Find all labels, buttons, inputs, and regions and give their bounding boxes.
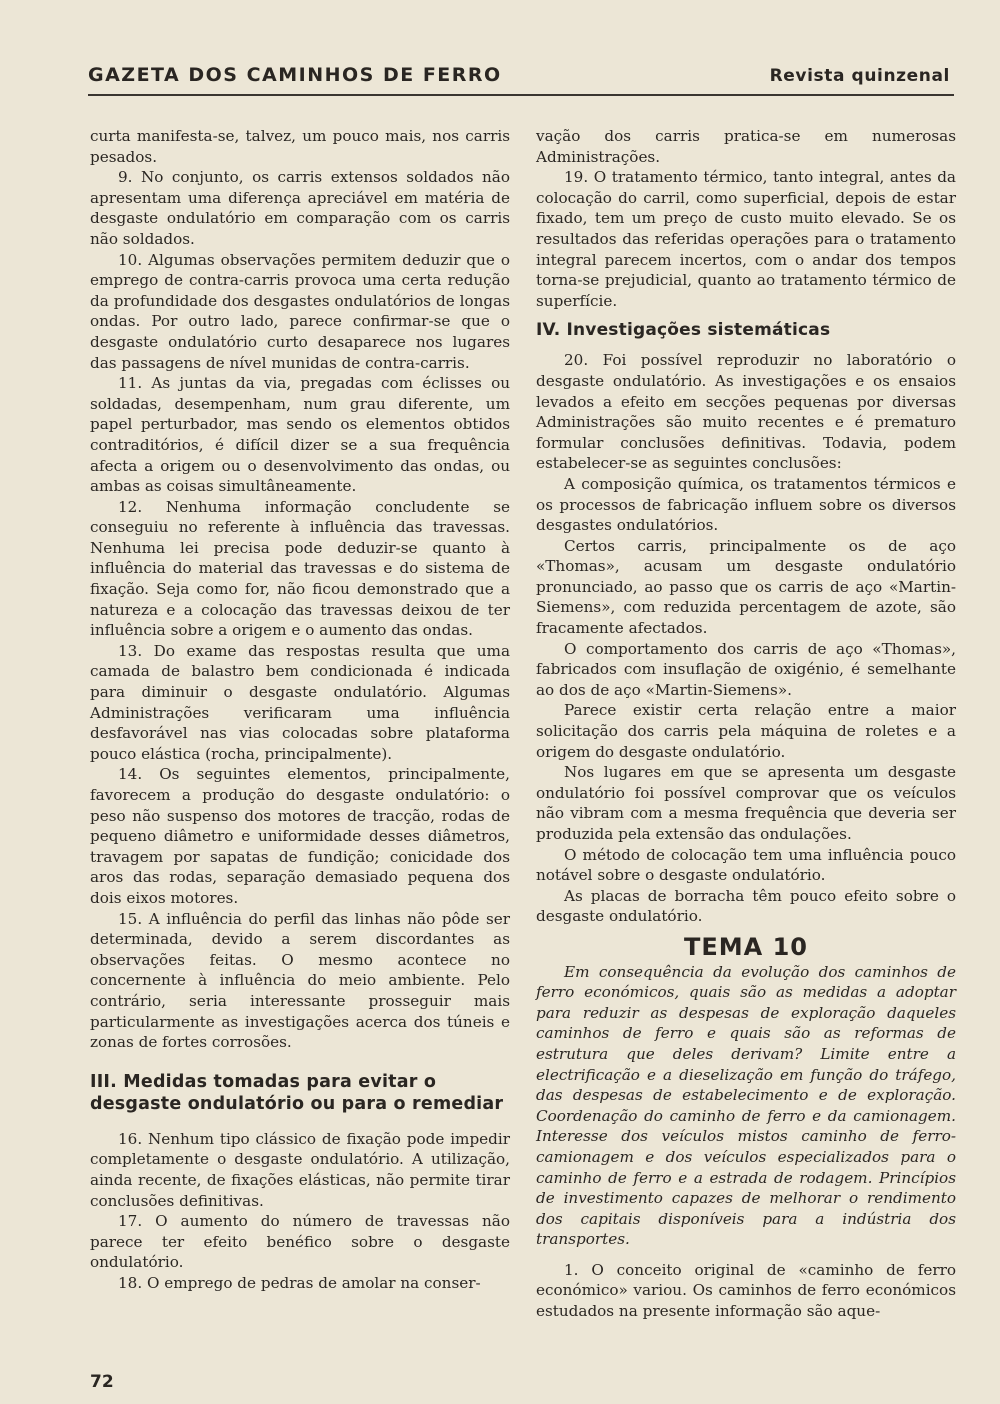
paragraph: 16. Nenhum tipo clássico de fixação pode impedir completamente o desgaste ondulatório. A utilização, ainda recente, de fixações elásticas, não permite tirar conclusões definitivas. <box>90 1129 510 1210</box>
tema-question: Em consequência da evolução dos caminhos de ferro económicos, quais são as medidas a adoptar para reduzir as despesas de exploração daqueles caminhos de ferro e quais são as reformas de estrutura que deles derivam? Limite entre a electrificação e a dieselização em função do tráfego, das despesas de estabelecimento e de exploração. Coordenação do caminho de ferro e da camionagem. Interesse dos veículos mistos caminho de ferro-camionagem e dos veículos especializados para o caminho de ferro e a estrada de rodagem. Princípios de investimento capazes de melhorar o rendimento dos capitais disponíveis para a indústria dos transportes. <box>536 962 956 1249</box>
paragraph: 12. Nenhuma informação concludente se conseguiu no referente à influência das travessas. Nenhuma lei precisa pode deduzir-se quanto à influência do material das travessas e do sistema de fixação. Seja como for, não ficou demonstrado que a natureza e a colocação das travessas deixou de ter influência sobre a origem e o aumento das ondas. <box>90 497 510 640</box>
journal-title: GAZETA DOS CAMINHOS DE FERRO <box>88 64 502 86</box>
paragraph: As placas de borracha têm pouco efeito sobre o desgaste ondulatório. <box>536 886 956 926</box>
paragraph: 18. O emprego de pedras de amolar na conser- <box>118 1273 481 1292</box>
paragraph: 17. O aumento do número de travessas não parece ter efeito benéfico sobre o desgaste ondulatório. <box>90 1212 510 1272</box>
paragraph: curta manifesta-se, talvez, um pouco mais, nos carris pesados. <box>90 127 510 166</box>
paragraph: 11. As juntas da via, pregadas com éclisses ou soldadas, desempenham, num grau diferente, um papel perturbador, mas sendo os elementos obtidos contraditórios, é difícil dizer se a sua frequência afecta a origem ou o desenvolvimento das ondas, ou ambas as coisas simultâneamente. <box>90 374 510 496</box>
paragraph: Certos carris, principalmente os de aço «Thomas», acusam um desgaste ondulatório pronunciado, ao passo que os carris de aço «Martin-Siemens», com reduzida percentagem de azote, são fracamente afectados. <box>536 536 956 638</box>
paragraph: O comportamento dos carris de aço «Thomas», fabricados com insuflação de oxigénio, é semelhante ao dos de aço «Martin-Siemens». <box>536 639 956 699</box>
section-heading-iii: III. Medidas tomadas para evitar o desgaste ondulatório ou para o remediar <box>90 1071 504 1114</box>
paragraph: 1. O conceito original de «caminho de ferro económico» variou. Os caminhos de ferro económicos estudados na presente informação são aque- <box>536 1260 956 1321</box>
paragraph: A composição química, os tratamentos térmicos e os processos de fabricação influem sobre os diversos desgastes ondulatórios. <box>536 474 956 535</box>
paragraph: 15. A influência do perfil das linhas não pôde ser determinada, devido a serem discordantes as observações feitas. O mesmo acontece no concernente à influência do meio ambiente. Pelo contrário, seria interessante prosseguir mais particularmente as investigações acerca dos túneis e zonas de fortes corrosões. <box>90 909 510 1052</box>
right-column <box>536 126 956 1322</box>
paragraph: vação dos carris pratica-se em numerosas Administrações. <box>536 127 956 166</box>
paragraph: 20. Foi possível reproduzir no laboratório o desgaste ondulatório. As investigações e os ensaios levados a efeito em secções pequenas por diversas Administrações são muito recentes e é prematuro formular conclusões definitivas. Todavia, podem estabelecer-se as seguintes conclusões: <box>536 351 956 473</box>
paragraph: 14. Os seguintes elementos, principalmente, favorecem a produção do desgaste ondulatório: o peso não suspenso dos motores de tracção, rodas de pequeno diâmetro e uniformidade desses diâmetros, travagem por sapatas de fundição; conicidade dos aros das rodas, separação demasiado pequena dos dois eixos motores. <box>90 765 510 907</box>
left-column <box>90 126 510 1293</box>
paragraph: 13. Do exame das respostas resulta que uma camada de balastro bem condicionada é indicada para diminuir o desgaste ondulatório. Algumas Administrações verificaram uma influência desfavorável nas vias colocadas sobre plataforma pouco elástica (rocha, principalmente). <box>90 641 510 763</box>
page-number: 72 <box>90 1372 114 1392</box>
paragraph: Parece existir certa relação entre a maior solicitação dos carris pela máquina de roletes e a origem do desgaste ondulatório. <box>536 701 956 761</box>
paragraph: 10. Algumas observações permitem deduzir que o emprego de contra-carris provoca uma certa redução da profundidade dos desgastes ondulatórios de longas ondas. Por outro lado, parece confirmar-se que o desgaste ondulatório curto desaparece nos lugares das passagens de nível munidas de contra-carris. <box>90 250 510 372</box>
paragraph: 19. O tratamento térmico, tanto integral, antes da colocação do carril, como superficial, depois de estar fixado, tem um preço de custo muito elevado. Se os resultados das referidas operações para o tratamento integral parecem incertos, com o andar dos tempos torna-se prejudicial, quanto ao tratamento térmico de superfície. <box>536 168 956 310</box>
tema-heading: TEMA 10 <box>684 932 808 961</box>
journal-subtitle: Revista quinzenal <box>769 66 950 86</box>
paragraph: Nos lugares em que se apresenta um desgaste ondulatório foi possível comprovar que os veículos não vibram com a mesma frequência que deveria ser produzida pela extensão das ondulações. <box>536 763 956 843</box>
header-rule <box>88 94 954 96</box>
paragraph: O método de colocação tem uma influência pouco notável sobre o desgaste ondulatório. <box>536 845 956 885</box>
section-heading-iv: IV. Investigações sistemáticas <box>536 320 831 341</box>
page-header <box>88 60 950 86</box>
paragraph: 9. No conjunto, os carris extensos soldados não apresentam uma diferença apreciável em matéria de desgaste ondulatório em comparação com os carris não soldados. <box>90 168 510 248</box>
